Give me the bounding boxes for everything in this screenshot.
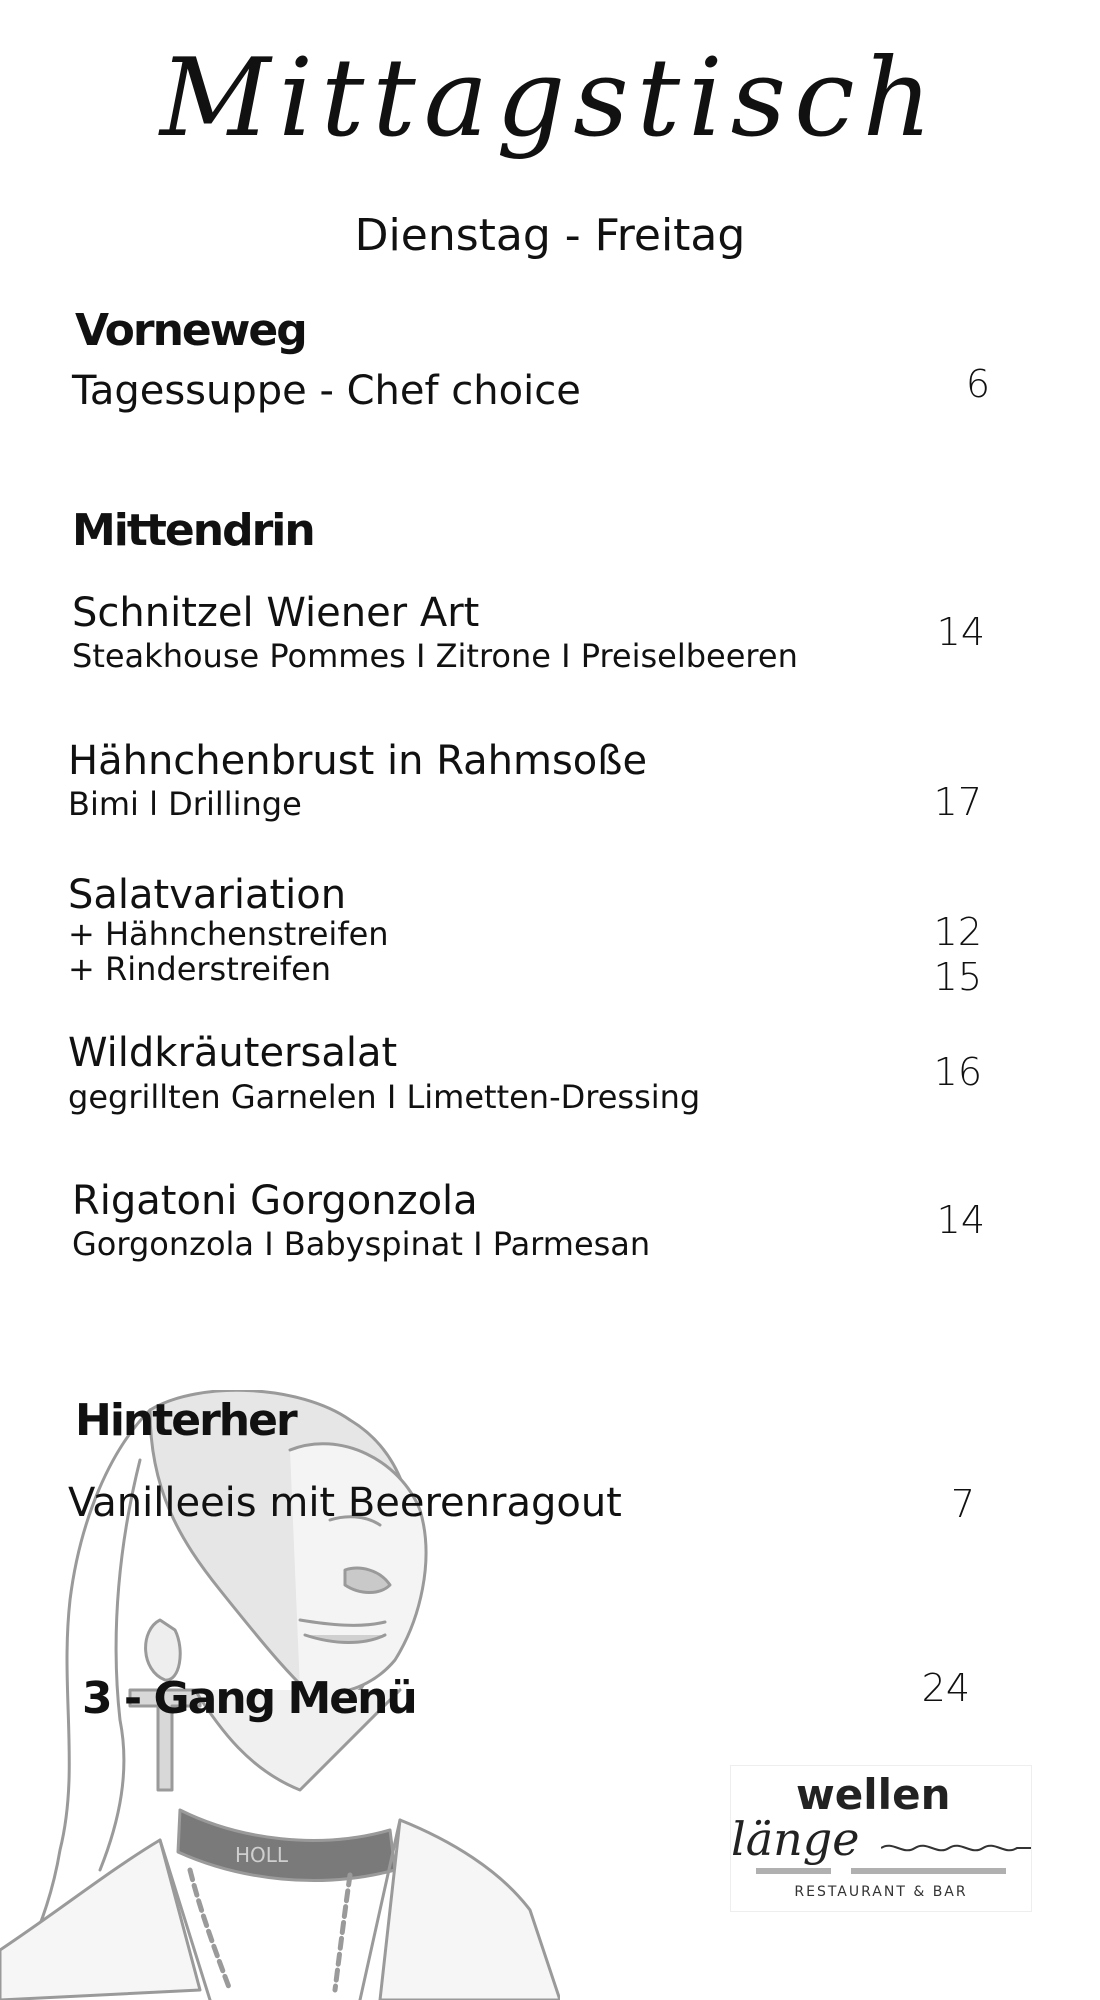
- item-desc-haehnchenstreifen: + Hähnchenstreifen: [68, 915, 389, 953]
- item-price-haehnchenstreifen: 12: [933, 910, 982, 954]
- logo-wave-icon: [881, 1836, 1031, 1860]
- item-name-tagessuppe: Tagessuppe - Chef choice: [72, 368, 581, 414]
- jacket-right: [380, 1820, 560, 2000]
- section-heading-mittendrin: Mittendrin: [72, 505, 314, 556]
- ear: [146, 1620, 181, 1680]
- item-price-haehnchenbrust: 17: [933, 780, 982, 824]
- item-name-vanilleeis: Vanilleeis mit Beerenragout: [68, 1480, 622, 1526]
- item-desc-schnitzel: Steakhouse Pommes I Zitrone I Preiselbeeren: [72, 637, 798, 675]
- item-price-schnitzel: 14: [936, 610, 985, 654]
- collar-text: HOLL: [235, 1843, 289, 1867]
- menu-price: 24: [921, 1666, 970, 1710]
- item-name-schnitzel: Schnitzel Wiener Art: [72, 590, 480, 636]
- jacket-left: [0, 1840, 200, 2000]
- item-price-tagessuppe: 6: [965, 362, 990, 406]
- item-price-rigatoni: 14: [936, 1198, 985, 1242]
- page-subtitle: Dienstag - Freitag: [354, 210, 746, 261]
- item-price-vanilleeis: 7: [950, 1482, 975, 1526]
- item-name-haehnchenbrust: Hähnchenbrust in Rahmsoße: [68, 738, 648, 784]
- item-price-rinderstreifen: 15: [933, 955, 982, 999]
- chain-right: [335, 1875, 350, 1990]
- item-desc-haehnchenbrust: Bimi l Drillinge: [68, 785, 302, 823]
- item-desc-rinderstreifen: + Rinderstreifen: [68, 950, 332, 988]
- logo-divider-bars: [756, 1866, 1006, 1876]
- item-desc-rigatoni: Gorgonzola I Babyspinat I Parmesan: [72, 1225, 651, 1263]
- section-heading-3-gang-menu: 3 - Gang Menü: [82, 1673, 416, 1724]
- restaurant-logo: [730, 1765, 1032, 1912]
- item-name-wildkraeutersalat: Wildkräutersalat: [68, 1030, 398, 1076]
- item-desc-wildkraeutersalat: gegrillten Garnelen I Limetten-Dressing: [68, 1078, 701, 1116]
- item-price-wildkraeutersalat: 16: [933, 1050, 982, 1094]
- logo-wellen: wellen: [796, 1770, 951, 1819]
- item-name-salatvariation: Salatvariation: [68, 872, 347, 918]
- item-name-rigatoni: Rigatoni Gorgonzola: [72, 1178, 478, 1224]
- page-title: Mittagstisch: [159, 36, 941, 161]
- section-heading-hinterher: Hinterher: [75, 1395, 296, 1446]
- logo-laenge: länge: [731, 1812, 860, 1866]
- section-heading-vorneweg: Vorneweg: [75, 305, 306, 356]
- logo-tagline: RESTAURANT & BAR: [794, 1884, 968, 1900]
